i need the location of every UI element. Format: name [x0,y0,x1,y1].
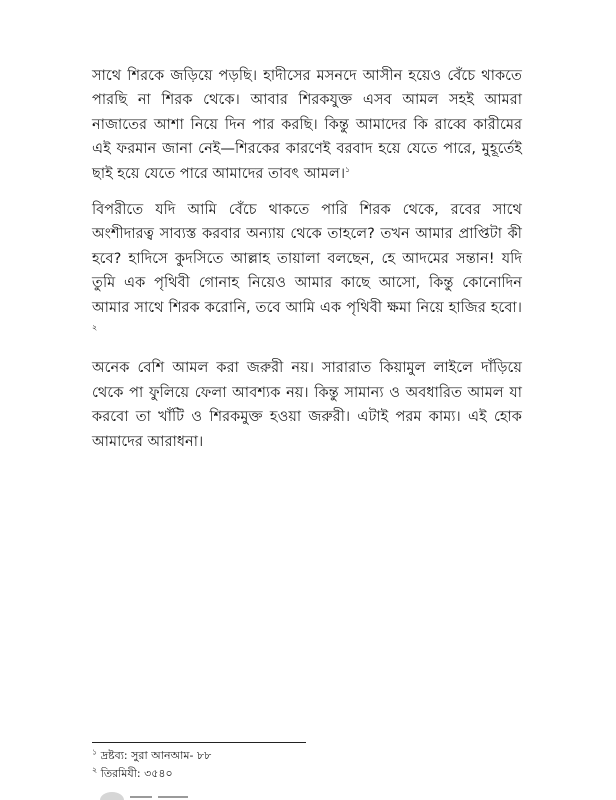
scan-dash-shape [130,796,152,798]
paragraph-3 [92,356,522,454]
footnote-divider [92,742,306,743]
scan-dash-shape [158,796,188,798]
footnote-1 [92,747,522,765]
footnote-1-text: দ্রষ্টব্য: সুরা আনআম- ৮৮ [100,749,212,762]
footnote-ref-1[interactable]: ১ [345,164,351,174]
footnote-ref-2[interactable]: ২ [92,323,98,333]
footnote-2-text: তিরমিযী: ৩৫৪০ [100,767,173,780]
main-text [92,64,522,466]
footnote-2-marker: ২ [92,765,98,775]
footnotes [92,747,522,783]
scan-blob-shape [100,792,124,800]
paragraph-1-text: সাথে শিরকে জড়িয়ে পড়ছি। হাদীসের মসনদে আসীন হয়েও বেঁচে থাকতে পারছি না শিরক থেকে। আবার শিরকযুক্ত এসব আমল সহই আমরা নাজাতের আশা নিয়ে দিন পার করছি। কিন্তু আমাদের কি রাব্বে কারীমের এই ফরমান জানা নেই—শিরকের কারণেই বরবাদ হয়ে যেতে পারে, মুহূর্তেই ছাই হয়ে যেতে পারে আমাদের তাবৎ আমল। [92,67,522,182]
footnote-1-marker: ১ [92,747,98,757]
paragraph-1 [92,64,522,186]
footnote-2 [92,765,522,783]
paragraph-3-text: অনেক বেশি আমল করা জরুরী নয়। সারারাত কিয়ামুল লাইলে দাঁড়িয়ে থেকে পা ফুলিয়ে ফেলা আবশ্যক নয়। কিন্তু সামান্য ও অবধারিত আমল যা করবো তা খাঁটি ও শিরকমুক্ত হওয়া জরুরী। এটাই পরম কাম্য। এই হোক আমাদের আরাধনা। [92,359,522,450]
paragraph-2 [92,198,522,344]
footer-scan-mark [100,789,210,800]
paragraph-2-text: বিপরীতে যদি আমি বেঁচে থাকতে পারি শিরক থেকে, রবের সাথে অংশীদারত্ব সাব্যস্ত করবার অন্যায় থেকে তাহলে? তখন আমার প্রাপ্তিটা কী হবে? হাদিসে কুদসিতে আল্লাহ তায়ালা বলছেন, হে আদমের সন্তান! যদি তুমি এক পৃথিবী গোনাহ নিয়েও আমার কাছে আসো, কিন্তু কোনোদিন আমার সাথে শিরক করোনি, তবে আমি এক পৃথিবী ক্ষমা নিয়ে হাজির হবো। [92,201,522,316]
